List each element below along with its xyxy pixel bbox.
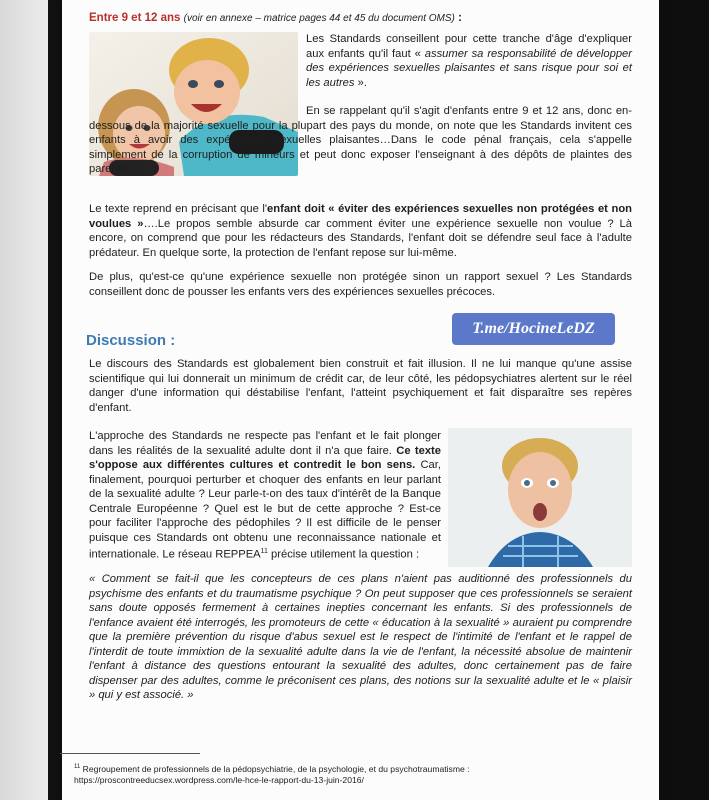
reppea-quote: « Comment se fait-il que les concepteurs de ces plans n'aient pas auditionné des professionnels du psychisme des enfants et du traumatisme psychique ? On peut supposer que ces professionnels se seraient sans doute opposés fermement à certaines inepties concernant les enfants. Si des professionnels de l'enfance avaient été interrogés, les promoteurs de cette « éducation à la sexualité » auraient pu comprendre que la première prévention du risque d'abus sexuel est le respect de l'intimité de l'enfant et le rappel de l'interdit de toute immixtion de la sexualité adulte dans la vie de l'enfant, la nécessité absolue de maintenir l'enfant à distance des questions entourant la sexualité des adultes, donc certainement pas de faire dispenser par des adultes, comme le préconisent ces plans, des notions sur la sexualité adulte et le « plaisir » qui y est associé. » — [89, 573, 632, 701]
text-reprend-paragraph: Le texte reprend en précisant que l'enfant doit « éviter des expériences sexuelles non protégées et non voulues »….Le propos semble absurde car comment éviter une expérience sexuelle non voulue ? Là encore, on comprend que pour les rédacteurs des Standards, l'enfant doit se défendre seul face à l'adulte prédateur. En quelque sorte, la protection de l'enfant repose sur lui-même. — [89, 203, 633, 259]
footnote: $^{11}$ Regroupement de professionnels de la pédopsychiatrie, de la psychologie, et du psychotraumatisme : https://proscontreeducsex.wordpress.com/le-hce-le-rapport-du-13-juin-2016/ — [74, 763, 470, 785]
left-background — [0, 0, 48, 800]
heading-colon: : — [454, 12, 462, 24]
section-heading — [89, 12, 462, 24]
telegram-watermark: T.me/HocineLeDZ — [452, 313, 615, 345]
heading-annex-note: (voir en annexe – matrice pages 44 et 45 du document OMS) — [183, 13, 455, 24]
de-plus-paragraph: De plus, qu'est-ce qu'une expérience sexuelle non protégée sinon un rapport sexuel ? Les Standards conseillent donc de pousser les enfants vers des expériences sexuelles précoces. — [89, 271, 632, 298]
footnote-separator — [60, 753, 200, 754]
standards-advice-paragraph: Les Standards conseillent pour cette tranche d'âge d'expliquer aux enfants qu'il faut « assumer sa responsabilité de développer des expériences sexuelles plaisantes et sans risque pour soi et les autres ». — [306, 33, 632, 89]
heading-age-range: Entre 9 et 12 ans — [89, 12, 181, 24]
discussion-heading: Discussion : — [86, 332, 176, 349]
right-background — [661, 0, 709, 800]
discussion-paragraph-2: L'approche des Standards ne respecte pas l'enfant et le fait plonger dans les réalités de la sexualité adulte dont il n'a que faire. Ce texte s'oppose aux différentes cultures et contredit le bon sens. Car, finalement, pourquoi perturber et choquer des enfants en leur parlant de la sexualité adulte ? Leur parle-t-on des taux d'intérêt de la Banque Centrale Européenne ? Quel est le but de cette approche ? Est-ce pour faciliter l'approche des pédophiles ? Il est difficile de le penser puisque ces Standards ont obtenu une reconnaissance nationale et internationale. Le réseau REPPEA$^{11}$ précise utilement la question : — [89, 430, 441, 561]
footnote-link[interactable]: https://proscontreeducsex.wordpress.com/le-hce-le-rapport-du-13-juin-2016/ — [74, 774, 364, 785]
discussion-paragraph-1: Le discours des Standards est globalement bien construit et fait illusion. Il ne lui manque qu'une assise scientifique qui lui donnerait un minimum de crédit car, de leur côté, les pédopsychiatres alertent sur le réel danger d'une information qui déstabilise l'enfant, l'atteint psychiquement et fait disparaître ses repères d'enfant. — [89, 358, 632, 414]
document-page — [62, 0, 659, 800]
shocked-boy-photo — [448, 428, 632, 567]
age-reminder-paragraph: En se rappelant qu'il s'agit d'enfants entre 9 et 12 ans, donc en-dessous de la majorité sexuelle pour la plupart des pays du monde, on note que les Standards invitent ces enfants à avoir des expériences sexuelles plaisantes…Dans le code pénal français, cela s'appelle simplement de la corruption de mineurs et peut donc exposer l'enseignant à des dépôts de plaintes des parents. — [89, 105, 632, 175]
